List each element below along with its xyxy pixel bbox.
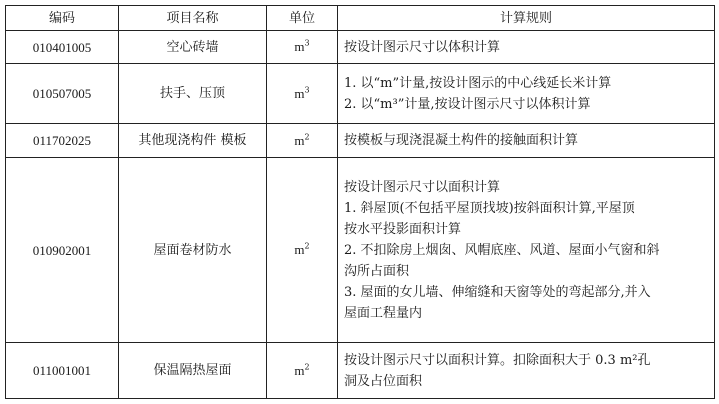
header-unit: 单位 [267,6,338,31]
rule-line: 按水平投影面积计算 [344,221,462,237]
quantity-rules-table [5,5,715,399]
rule-line: 2. 不扣除房上烟囱、风帽底座、风道、屋面小气窗和斜 [344,242,660,258]
table-row [6,64,715,124]
rule-line: 按设计图示尺寸以面积计算。扣除面积大于 0.3 m²孔 [344,352,651,368]
table-row [6,343,715,399]
table-row [6,124,715,158]
header-calc-rule: 计算规则 [338,6,715,31]
item-unit: $m^3$ [267,31,338,64]
item-code: 010401005 [6,31,119,64]
header-row [6,6,715,31]
item-rule [338,343,715,399]
item-unit: $m^2$ [267,124,338,158]
item-code: 011001001 [6,343,119,399]
item-unit: $m^2$ [267,158,338,343]
item-code: 010507005 [6,64,119,124]
item-unit: $m^2$ [267,343,338,399]
item-name: 扶手、压顶 [119,64,267,124]
item-name: 屋面卷材防水 [119,158,267,343]
rule-line: 3. 屋面的女儿墙、伸缩缝和天窗等处的弯起部分,并入 [344,284,651,300]
rule-line: 按模板与现浇混凝土构件的接触面积计算 [344,133,579,148]
item-rule [338,158,715,343]
item-code: 011702025 [6,124,119,158]
item-rule [338,64,715,124]
rule-line: 沟所占面积 [344,263,410,279]
table-row [6,31,715,64]
rule-line: 1. 斜屋顶(不包括平屋顶找坡)按斜面积计算,平屋顶 [344,200,635,216]
rule-line: 按设计图示尺寸以面积计算 [344,179,501,195]
item-code: 010902001 [6,158,119,343]
item-unit: $m^3$ [267,64,338,124]
rule-line: 屋面工程量内 [344,305,423,321]
table-row [6,158,715,343]
item-rule [338,124,715,158]
rule-line: 洞及占位面积 [344,373,423,389]
rule-line: 按设计图示尺寸以体积计算 [344,39,501,55]
rule-line: 2. 以“m³”计量,按设计图示尺寸以体积计算 [344,96,591,112]
item-name: 其他现浇构件 模板 [119,124,267,158]
item-rule [338,31,715,64]
header-code: 编码 [6,6,119,31]
header-item-name: 项目名称 [119,6,267,31]
item-name: 保温隔热屋面 [119,343,267,399]
rule-line: 1. 以“m”计量,按设计图示的中心线延长米计算 [344,75,612,91]
item-name: 空心砖墙 [119,31,267,64]
